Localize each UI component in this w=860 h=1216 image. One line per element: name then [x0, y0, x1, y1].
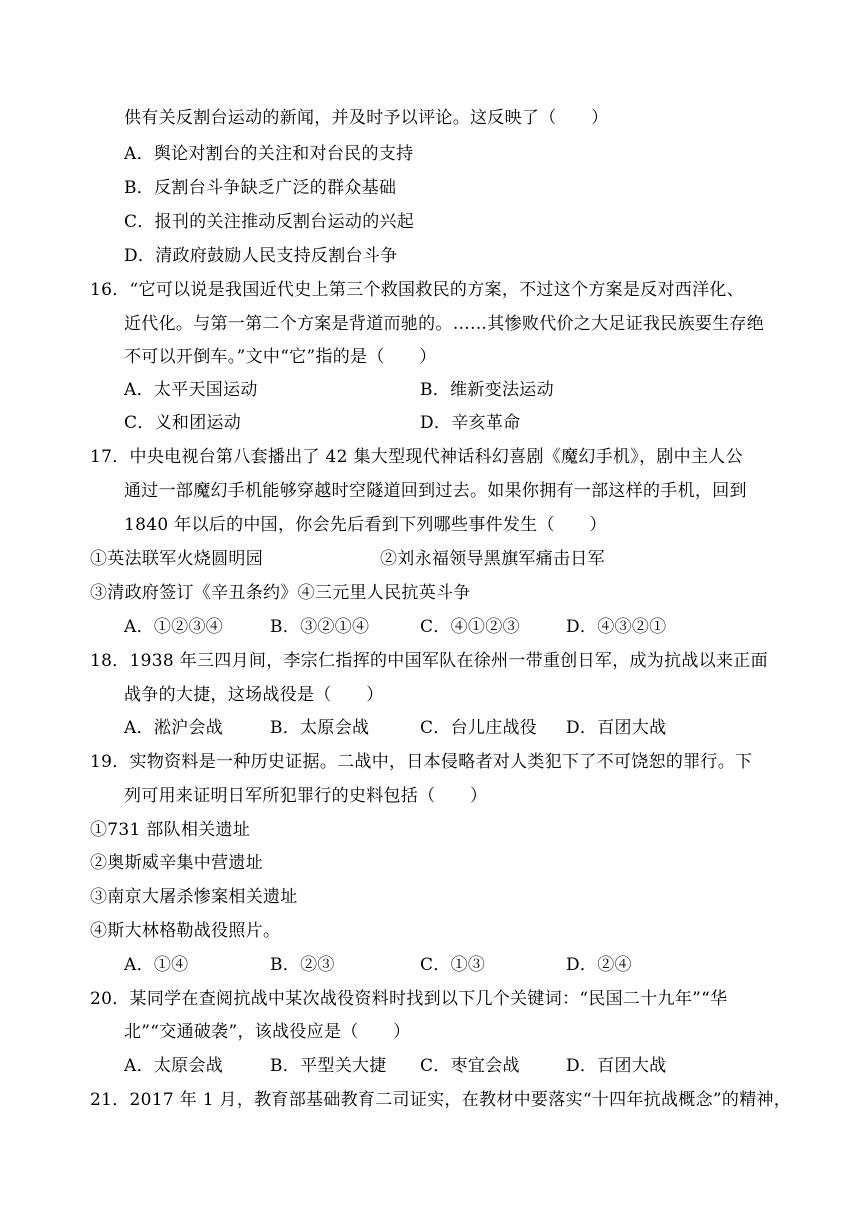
q19-option-b: B．②③ [270, 955, 335, 975]
q18-option-c: C．台儿庄战役 [420, 718, 538, 738]
q18-option-b: B．太原会战 [270, 718, 370, 738]
q21-stem-line-1: 21．2017 年 1 月，教育部基础教育二司证实，在教材中要落实“十四年抗战概念”的精神， [90, 1090, 792, 1110]
q19-item-1: ①731 部队相关遗址 [90, 820, 251, 840]
q15-stem-continuation: 供有关反割台运动的新闻，并及时予以评论。这反映了（ ） [124, 108, 609, 128]
q19-stem-line-2: 列可用来证明日军所犯罪行的史料包括（ ） [124, 786, 488, 806]
q17-option-b: B．③②①④ [270, 617, 370, 637]
q17-item-3-4: ③清政府签订《辛丑条约》④三元里人民抗英斗争 [90, 583, 471, 603]
q18-option-d: D．百团大战 [566, 718, 667, 738]
q20-option-b: B．平型关大捷 [270, 1056, 387, 1076]
q16-stem-line-3: 不可以开倒车。”文中“它”指的是（ ） [124, 347, 437, 367]
q15-option-b: B．反割台斗争缺乏广泛的群众基础 [124, 178, 397, 198]
q20-option-a: A．太原会战 [124, 1056, 224, 1076]
q20-stem-line-1: 20．某同学在查阅抗战中某次战役资料时找到以下几个关键词：“民国二十九年”“华 [90, 989, 728, 1009]
q15-option-c: C．报刊的关注推动反割台运动的兴起 [124, 212, 415, 232]
q17-option-c: C．④①②③ [420, 617, 520, 637]
q16-stem-line-1: 16．“它可以说是我国近代史上第三个救国救民的方案，不过这个方案是反对西洋化、 [90, 280, 745, 300]
q16-option-c: C．义和团运动 [124, 413, 242, 433]
q15-option-d: D．清政府鼓励人民支持反割台斗争 [124, 246, 398, 266]
q17-item-1: ①英法联军火烧圆明园 [90, 549, 263, 569]
q20-stem-line-2: 北”“交通破袭”，该战役应是（ ） [124, 1022, 411, 1042]
q18-stem-line-1: 18．1938 年三四月间，李宗仁指挥的中国军队在徐州一带重创日军，成为抗战以来正面 [90, 651, 768, 671]
q20-option-d: D．百团大战 [566, 1056, 667, 1076]
q16-stem-line-2: 近代化。与第一第二个方案是背道而驰的。……其惨败代价之大足证我民族要生存绝 [124, 314, 765, 334]
q16-option-d: D．辛亥革命 [420, 413, 521, 433]
q18-option-a: A．淞沪会战 [124, 718, 224, 738]
q19-option-d: D．②④ [566, 955, 632, 975]
q16-option-a: A．太平天国运动 [124, 380, 258, 400]
q15-option-a: A．舆论对割台的关注和对台民的支持 [124, 144, 414, 164]
q19-item-2: ②奥斯威辛集中营遗址 [90, 853, 263, 873]
q17-stem-line-3: 1840 年以后的中国，你会先后看到下列哪些事件发生（ ） [124, 515, 607, 535]
q17-option-d: D．④③②① [566, 617, 667, 637]
q19-item-4: ④斯大林格勒战役照片。 [90, 921, 281, 941]
q19-stem-line-1: 19．实物资料是一种历史证据。二战中，日本侵略者对人类犯下了不可饶恕的罪行。下 [90, 752, 753, 772]
q17-stem-line-2: 通过一部魔幻手机能够穿越时空隧道回到过去。如果你拥有一部这样的手机，回到 [124, 481, 747, 501]
q18-stem-line-2: 战争的大捷，这场战役是（ ） [124, 685, 384, 705]
q19-item-3: ③南京大屠杀惨案相关遗址 [90, 887, 298, 907]
q20-option-c: C．枣宜会战 [420, 1056, 520, 1076]
q17-item-2: ②刘永福领导黑旗军痛击日军 [380, 549, 605, 569]
q16-option-b: B．维新变法运动 [420, 380, 554, 400]
q17-option-a: A．①②③④ [124, 617, 224, 637]
q17-stem-line-1: 17．中央电视台第八套播出了 42 集大型现代神话科幻喜剧《魔幻手机》，剧中主人公 [90, 447, 743, 467]
q19-option-c: C．①③ [420, 955, 486, 975]
q19-option-a: A．①④ [124, 955, 189, 975]
